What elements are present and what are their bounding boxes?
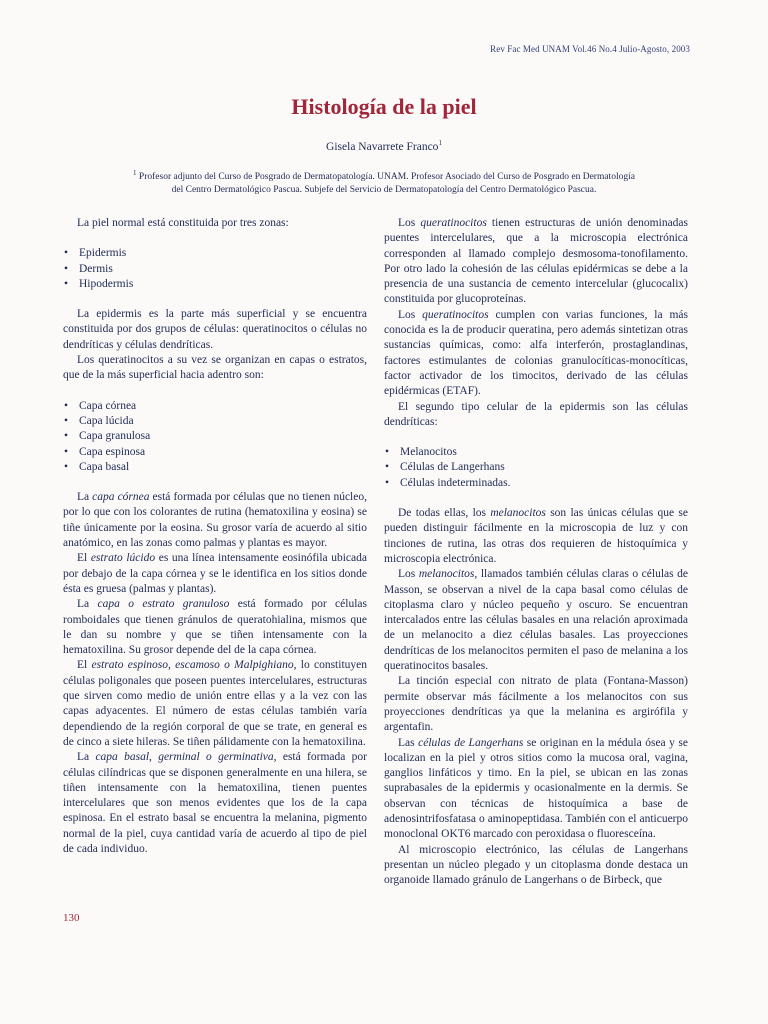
langerhans-paragraph: Las células de Langerhans se originan en la médula ósea y se localizan en la piel y otros sitios como la mucosa oral, vagina, ganglios linfáticos y timo. En la piel, se ubican en las zonas suprabasales de la epidermis y ocasionalmente en la dermis. Se observan con técnicas de histoquímica a base de adenosintrifosfatasa o aminopeptidasa. También con el anticuerpo monoclonal OKT6 marcado con peroxidasa o fluoresceína.: [384, 736, 689, 841]
list-item: • Epidermis: [63, 246, 367, 261]
list-item: • Capa córnea: [63, 399, 367, 414]
granuloso-paragraph: La capa o estrato granuloso está formado por células romboidales que tienen gránulos de queratohialina, mismos que le dan su nombre y que se tiñen intensamente con la hematoxilina. Su grosor depende del de la capa córnea.: [63, 598, 367, 657]
term-emphasis: estrato espinoso, escamoso o Malpighiano: [91, 659, 294, 672]
list-item: • Capa granulosa: [63, 429, 367, 444]
author-name: Gisela Navarrete Franco: [326, 140, 439, 153]
right-column: [384, 216, 688, 888]
journal-citation: Rev Fac Med UNAM Vol.46 No.4 Julio-Agosto, 2003: [490, 44, 690, 54]
author-superscript: 1: [438, 139, 442, 147]
list-item: • Hipodermis: [63, 277, 367, 292]
left-column: [63, 216, 367, 857]
list-item: • Capa basal: [63, 460, 367, 475]
intro-paragraph: La piel normal está constituida por tres zonas:: [77, 217, 289, 229]
list-item: • Células indeterminadas.: [384, 476, 688, 491]
cornea-paragraph: La capa córnea está formada por células que no tienen núcleo, por lo que con los colorantes de rutina (hematoxilina y eosina) se tiñe únicamente por la eosina. Su grosor varía de acuerdo al sitio anatómico, en las zonas como palmas y plantas es mayor.: [63, 491, 367, 550]
term-emphasis: queratinocitos: [422, 308, 489, 321]
lucido-paragraph: El estrato lúcido es una línea intensamente eosinófila ubicada por debajo de la capa córnea y se le identifica en los sitios donde ésta es gruesa (palmas y plantas).: [63, 552, 367, 595]
list-item: • Capa lúcida: [63, 414, 367, 429]
queratinocitos-paragraph-2: Los queratinocitos cumplen con varias funciones, la más conocida es la de producir queratina, pero además sintetizan otras sustancias químicas, como: alfa interferón, prostaglandinas, factores estimulantes de colonias granulocíticas-monocíticas, factor activador de los timocitos, derivado de las células epidérmicas (ETAF).: [384, 308, 688, 398]
term-emphasis: capa basal, germinal o germinativa: [95, 751, 274, 764]
zones-list: [63, 246, 367, 292]
basal-paragraph: La capa basal, germinal o germinativa, está formada por células cilíndricas que se disponen generalmente en una hilera, se tiñen intensamente con la hematoxilina, tienen puentes intercelulares que son menos evidentes que los de la capa espinosa. En el estrato basal se encuentra la melanina, pigmento normal de la piel, cuya cantidad varía de acuerdo al tipo de piel de cada individuo.: [63, 751, 367, 855]
layers-intro-paragraph: Los queratinocitos a su vez se organizan en capas o estratos, que de la más superficial hacia adentro son:: [63, 354, 367, 382]
epidermis-paragraph: La epidermis es la parte más superficial y se encuentra constituida por dos grupos de células: queratinocitos o células no dendríticas y células dendríticas.: [63, 308, 367, 351]
melanocitos-paragraph-2: Los melanocitos, llamados también células claras o células de Masson, se observan a nivel de la capa basal como células de citoplasma claro y núcleo pequeño y oscuro. Se encuentran intercalados entre las células basales en una relación aproximada de un melanocito a diez células basales. Las proyecciones dendríticas de los melanocitos permiten el paso de melanina a los queratinocitos basales.: [384, 568, 688, 673]
dendritic-cells-list: [384, 445, 688, 491]
microscopio-paragraph: Al microscopio electrónico, las células de Langerhans presentan un núcleo plegado y un citoplasma donde destaca un organoide llamado gránulo de Langerhans o de Birbeck, que: [384, 843, 688, 887]
term-emphasis: capa o estrato granuloso: [97, 598, 230, 611]
list-item: • Capa espinosa: [63, 445, 367, 460]
list-item: • Células de Langerhans: [384, 460, 688, 475]
dendritic-intro-paragraph: El segundo tipo celular de la epidermis son las células dendríticas:: [384, 400, 688, 428]
affiliation-line-1: Profesor adjunto del Curso de Posgrado de Dermatopatología. UNAM. Profesor Asociado del Curso de Posgrado en Dermatología: [138, 172, 635, 183]
term-emphasis: melanocitos: [490, 507, 546, 520]
article-title: Histología de la piel: [291, 94, 477, 119]
layers-list: [63, 399, 367, 475]
term-emphasis: capa córnea: [92, 491, 150, 504]
term-emphasis: células de Langerhans: [418, 736, 524, 749]
tincion-paragraph: La tinción especial con nitrato de plata (Fontana-Masson) permite observar más fácilmente a los melanocitos con sus proyecciones dendríticas ya que la melanina es argirófila y argentafin.: [384, 675, 688, 734]
affiliation-superscript: 1: [133, 169, 137, 177]
term-emphasis: estrato lúcido: [90, 552, 156, 565]
list-item: • Dermis: [63, 262, 367, 277]
page-number: 130: [63, 912, 80, 924]
list-item: • Melanocitos: [384, 445, 688, 460]
affiliation-line-2: del Centro Dermatológico Pascua. Subjefe del Servicio de Dermatopatología del Centro Dermatológico Pascua.: [171, 185, 597, 196]
queratinocitos-paragraph-1: Los queratinocitos tienen estructuras de unión denominadas puentes intercelulares, que a la microscopia electrónica corresponden al llamado complejo desmosoma-tonofilamento. Por otro lado la cohesión de las células epidérmicas se debe a la presencia de una sustancia de cemento intercelular (glucocalix) constituida por glucoproteínas.: [384, 217, 688, 306]
espinoso-paragraph: El estrato espinoso, escamoso o Malpighiano, lo constituyen células poligonales que poseen puentes intercelulares, estructuras que sirven como medio de unión entre ellas y a la vez con las capas adyacentes. El número de estas células también varía dependiendo de la región corporal de que se trate, en general es de cinco a siete hileras. Se tiñen pálidamente con la hematoxilina.: [63, 659, 367, 748]
melanocitos-paragraph-1: De todas ellas, los melanocitos son las únicas células que se pueden distinguir fácilmente en la microscopia de luz y con tinciones de rutina, las otras dos requieren de histoquímica y microscopia electrónica.: [384, 507, 688, 565]
term-emphasis: queratinocitos: [420, 217, 487, 229]
term-emphasis: melanocitos: [418, 568, 475, 581]
affiliation: [100, 167, 668, 197]
author-line: [0, 139, 768, 153]
